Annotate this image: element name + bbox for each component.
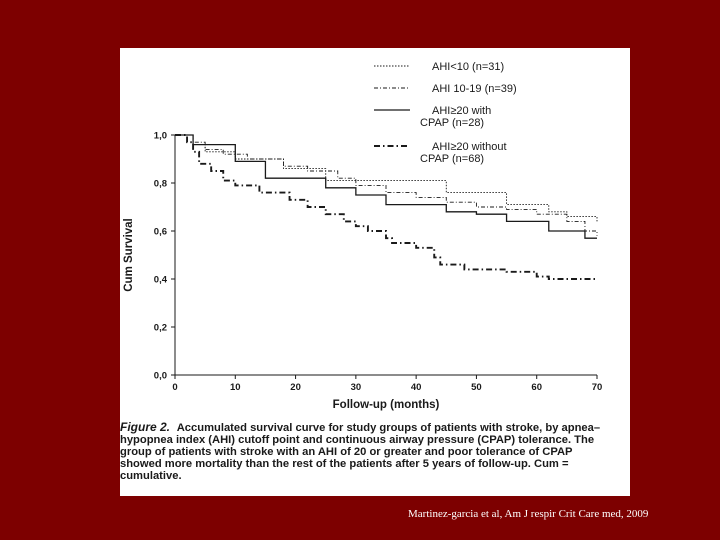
y-axis-label: Cum Survival bbox=[123, 218, 135, 292]
x-tick-label: 40 bbox=[410, 382, 422, 393]
legend-label-3: CPAP (n=28) bbox=[420, 117, 485, 129]
x-tick-label: 60 bbox=[531, 382, 543, 393]
legend-label-3: AHI≥20 with bbox=[432, 105, 492, 117]
caption-text: Accumulated survival curve for study groups of patients with stroke, by apnea–hypopnea index (AHI) cutoff point and continuous airway pressure (CPAP) tolerance. The group of patients with stroke with an AHI of 20 or greater and poor tolerance of CPAP showed more mortality than the rest of the patients after 5 years of follow-up. Cum = cumulative. bbox=[120, 422, 601, 482]
survival-curve-4 bbox=[175, 135, 597, 279]
x-tick-label: 70 bbox=[591, 382, 603, 393]
y-tick-label: 0,6 bbox=[153, 226, 167, 238]
legend-label-4: CPAP (n=68) bbox=[420, 153, 485, 165]
figure-caption bbox=[120, 421, 608, 482]
survival-chart bbox=[120, 48, 630, 418]
y-tick-label: 0,4 bbox=[153, 274, 167, 286]
caption-label: Figure 2. bbox=[120, 420, 171, 434]
citation: Martinez-garcia et al, Am J respir Crit Care med, 2009 bbox=[408, 508, 649, 520]
legend-label-2: AHI 10-19 (n=39) bbox=[432, 83, 517, 95]
x-tick-label: 20 bbox=[290, 382, 301, 393]
figure-panel bbox=[120, 48, 630, 496]
x-tick-label: 0 bbox=[172, 382, 178, 393]
y-tick-label: 0,8 bbox=[153, 178, 167, 190]
x-tick-label: 50 bbox=[471, 382, 482, 393]
survival-curve-1 bbox=[175, 135, 597, 221]
y-tick-label: 1,0 bbox=[153, 130, 167, 142]
y-tick-label: 0,2 bbox=[153, 322, 167, 334]
legend-label-1: AHI<10 (n=31) bbox=[432, 61, 505, 73]
x-tick-label: 10 bbox=[229, 382, 241, 393]
x-axis-label: Follow-up (months) bbox=[332, 399, 440, 411]
x-tick-label: 30 bbox=[350, 382, 362, 393]
y-tick-label: 0,0 bbox=[153, 370, 167, 382]
legend-label-4: AHI≥20 without bbox=[432, 141, 507, 153]
